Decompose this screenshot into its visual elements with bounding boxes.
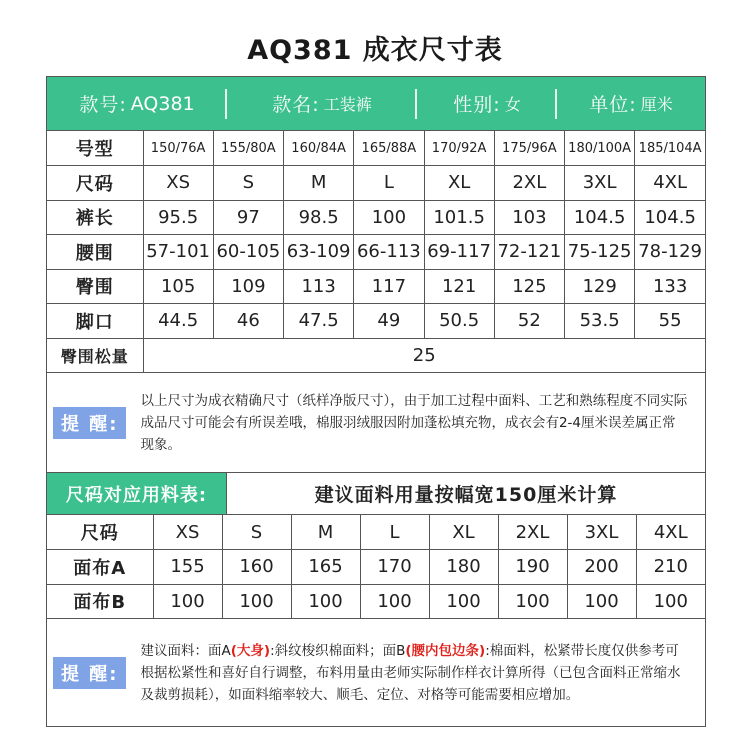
table-cell: 175/96A <box>494 131 564 166</box>
notice-text-part: 建议面料：面A <box>140 642 231 659</box>
table-cell: 3XL <box>565 166 635 201</box>
table-cell: 100 <box>636 584 705 619</box>
table-cell: 165/88A <box>354 131 424 166</box>
table-cell: 190 <box>498 550 567 585</box>
table-cell: 103 <box>494 200 564 235</box>
table-cell: S <box>213 166 283 201</box>
notice-tag-2: 提 醒: <box>53 657 126 689</box>
table-cell: 117 <box>354 269 424 304</box>
fabric-row <box>47 515 705 550</box>
page-title: AQ381 成衣尺寸表 <box>247 35 503 66</box>
table-cell: 47.5 <box>284 304 354 339</box>
table-cell: 2XL <box>498 515 567 550</box>
row-label: 尺码 <box>47 515 153 550</box>
table-cell: 160 <box>222 550 291 585</box>
table-cell: 69-117 <box>424 235 494 270</box>
row-label: 裤长 <box>47 200 143 235</box>
table-cell: XL <box>424 166 494 201</box>
unit-field <box>557 77 705 130</box>
table-cell: 49 <box>354 304 424 339</box>
size-row <box>47 131 705 166</box>
table-cell: 72-121 <box>494 235 564 270</box>
table-cell: 100 <box>153 584 222 619</box>
model-value: AQ381 <box>130 92 195 115</box>
size-row <box>47 269 705 304</box>
table-cell: 97 <box>213 200 283 235</box>
size-row <box>47 235 705 270</box>
table-cell: 55 <box>635 304 705 339</box>
table-cell: 66-113 <box>354 235 424 270</box>
product-info-bar <box>47 77 705 131</box>
table-cell: 125 <box>494 269 564 304</box>
table-cell: 98.5 <box>284 200 354 235</box>
size-row <box>47 200 705 235</box>
row-label: 臀围 <box>47 269 143 304</box>
table-cell: L <box>360 515 429 550</box>
looseness-label: 臀围松量 <box>47 338 143 373</box>
table-cell: 121 <box>424 269 494 304</box>
model-field <box>47 77 227 130</box>
row-label: 号型 <box>47 131 143 166</box>
table-cell: 100 <box>222 584 291 619</box>
table-cell: 4XL <box>635 166 705 201</box>
table-cell: 95.5 <box>143 200 213 235</box>
table-cell: 75-125 <box>565 235 635 270</box>
notice-text: 以上尺寸为成衣精确尺寸（纸样净版尺寸），由于加工过程中面料、工艺和熟练程度不同实际成品尺寸可能会有所误差哦，棉服羽绒服因附加蓬松填充物，成衣会有2-4厘米误差属正常现象。 <box>140 392 688 453</box>
table-cell: 129 <box>565 269 635 304</box>
notice-text-part: :斜纹梭织棉面料；面B <box>270 642 406 659</box>
table-cell: 3XL <box>567 515 636 550</box>
notice-1 <box>47 373 705 473</box>
table-cell: 109 <box>213 269 283 304</box>
fabric-row <box>47 550 705 585</box>
table-cell: 101.5 <box>424 200 494 235</box>
notice-highlight-binding: (腰内包边条) <box>405 642 486 659</box>
size-row <box>47 304 705 339</box>
table-cell: 210 <box>636 550 705 585</box>
row-label: 腰围 <box>47 235 143 270</box>
table-cell: 133 <box>635 269 705 304</box>
table-cell: 100 <box>291 584 360 619</box>
size-table <box>47 131 705 373</box>
model-label: 款号: <box>79 94 127 116</box>
table-cell: 170/92A <box>424 131 494 166</box>
table-cell: 100 <box>429 584 498 619</box>
notice-text-2 <box>140 640 688 706</box>
table-cell: 50.5 <box>424 304 494 339</box>
table-cell: 105 <box>143 269 213 304</box>
unit-value: 厘米 <box>640 95 673 114</box>
table-cell: 57-101 <box>143 235 213 270</box>
table-cell: 100 <box>354 200 424 235</box>
fabric-table <box>47 515 705 619</box>
table-cell: 113 <box>284 269 354 304</box>
table-cell: 200 <box>567 550 636 585</box>
fabric-width-note: 建议面料用量按幅宽150厘米计算 <box>227 473 705 514</box>
table-cell: 60-105 <box>213 235 283 270</box>
fabric-row <box>47 584 705 619</box>
fabric-section-bar <box>47 473 705 515</box>
table-cell: 185/104A <box>635 131 705 166</box>
table-cell: 104.5 <box>635 200 705 235</box>
fabric-section-title: 尺码对应用料表: <box>47 473 227 514</box>
table-cell: XL <box>429 515 498 550</box>
table-cell: 180 <box>429 550 498 585</box>
table-cell: XS <box>153 515 222 550</box>
notice-highlight-body: (大身) <box>230 642 271 659</box>
size-row <box>47 166 705 201</box>
looseness-row <box>47 338 705 373</box>
notice-tag: 提 醒: <box>53 407 126 439</box>
size-chart <box>46 76 706 727</box>
table-cell: 63-109 <box>284 235 354 270</box>
table-cell: M <box>284 166 354 201</box>
table-cell: 100 <box>567 584 636 619</box>
gender-value: 女 <box>504 95 521 114</box>
notice-text-part: :棉面料，松紧带长度仅供参考可根据松紧性和喜好自行调整，布料用量由老师实际制作样衣计算所得（已包含面料正常缩水及裁剪损耗），如面料缩率较大、顺毛、定位、对格等可能需要相应增加。 <box>140 642 681 703</box>
gender-label: 性别: <box>453 94 501 116</box>
table-cell: 78-129 <box>635 235 705 270</box>
table-cell: 150/76A <box>143 131 213 166</box>
looseness-value: 25 <box>143 338 705 373</box>
table-cell: L <box>354 166 424 201</box>
table-cell: 52 <box>494 304 564 339</box>
table-cell: S <box>222 515 291 550</box>
table-cell: XS <box>143 166 213 201</box>
table-cell: 53.5 <box>565 304 635 339</box>
table-cell: M <box>291 515 360 550</box>
table-cell: 2XL <box>494 166 564 201</box>
table-cell: 160/84A <box>284 131 354 166</box>
table-cell: 165 <box>291 550 360 585</box>
name-label: 款名: <box>272 94 320 116</box>
table-cell: 180/100A <box>565 131 635 166</box>
row-label: 尺码 <box>47 166 143 201</box>
table-cell: 170 <box>360 550 429 585</box>
gender-field <box>417 77 557 130</box>
name-value: 工装裤 <box>323 95 372 114</box>
table-cell: 155 <box>153 550 222 585</box>
table-cell: 100 <box>360 584 429 619</box>
unit-label: 单位: <box>589 94 637 116</box>
table-cell: 155/80A <box>213 131 283 166</box>
table-cell: 100 <box>498 584 567 619</box>
name-field <box>227 77 417 130</box>
row-label: 面布B <box>47 584 153 619</box>
table-cell: 46 <box>213 304 283 339</box>
notice-2 <box>47 619 705 726</box>
table-cell: 4XL <box>636 515 705 550</box>
table-cell: 44.5 <box>143 304 213 339</box>
row-label: 面布A <box>47 550 153 585</box>
table-cell: 104.5 <box>565 200 635 235</box>
row-label: 脚口 <box>47 304 143 339</box>
